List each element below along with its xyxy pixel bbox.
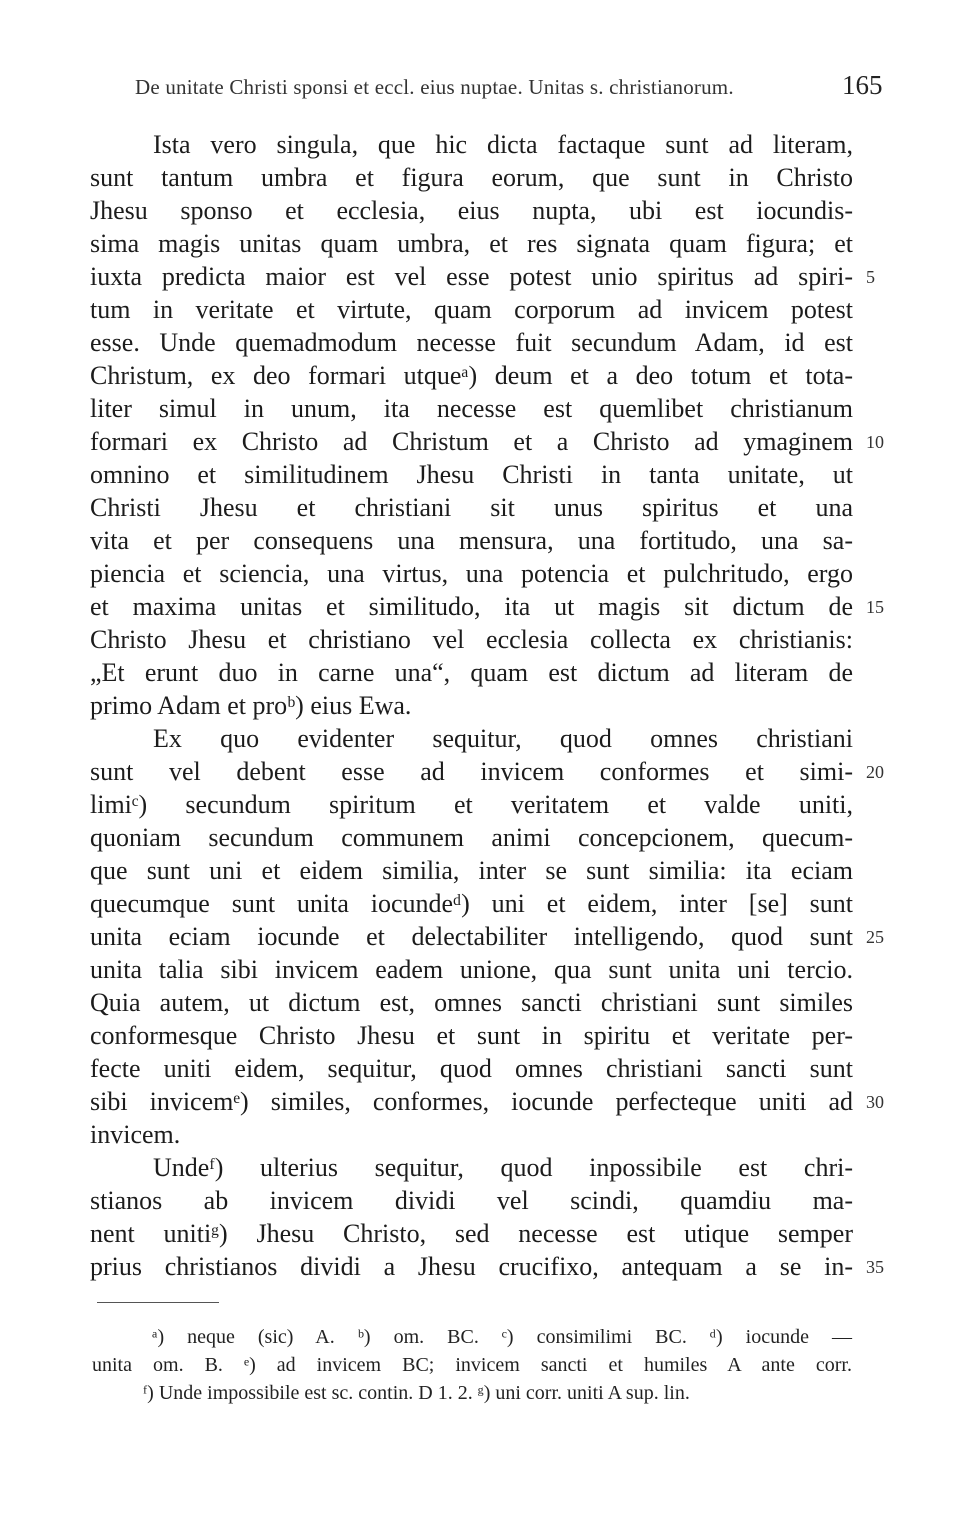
text-line: formari ex Christo ad Christum et a Christo ad ymaginem (90, 427, 853, 456)
text-line: unita eciam iocunde et delectabiliter intelligendo, quod sunt (90, 922, 853, 951)
line-number: 30 (866, 1092, 884, 1112)
line-number: 35 (866, 1257, 884, 1277)
text-line: omnino et similitudinem Jhesu Christi in tanta unitate, ut (90, 460, 853, 489)
text-line: vita et per consequens una mensura, una fortitudo, una sa- (90, 526, 853, 555)
text-line: primo Adam et proᵇ) eius Ewa. (90, 691, 412, 720)
text-line: sibi invicemᵉ) similes, conformes, iocunde perfecteque uniti ad (90, 1087, 853, 1116)
text-line: „Et erunt duo in carne una“, quam est dictum ad literam de (90, 658, 853, 687)
text-line: Christi Jhesu et christiani sit unus spiritus et una (90, 493, 853, 522)
text-line: Ista vero singula, que hic dicta factaque sunt ad literam, (153, 130, 853, 159)
line-number: 5 (866, 267, 875, 287)
text-line: sunt tantum umbra et figura eorum, que sunt in Christo (90, 163, 853, 192)
page-number: 165 (842, 70, 883, 100)
running-head: De unitate Christi sponsi et eccl. eius nuptae. Unitas s. christianorum. (135, 75, 734, 99)
text-line: quecumque sunt unita iocundeᵈ) uni et eidem, inter [se] sunt (90, 889, 853, 918)
text-line: liter simul in unum, ita necesse est quemlibet christianum (90, 394, 853, 423)
text-line: Christo Jhesu et christiano vel ecclesia collecta ex christianis: (90, 625, 853, 654)
text-line: piencia et sciencia, una virtus, una potencia et pulchritudo, ergo (90, 559, 853, 588)
text-line: Quia autem, ut dictum est, omnes sancti christiani sunt similes (90, 988, 853, 1017)
line-number: 15 (866, 597, 884, 617)
text-line: Undeᶠ) ulterius sequitur, quod inpossibile est chri- (153, 1153, 853, 1182)
text-line: invicem. (90, 1120, 181, 1149)
text-line: nent unitiᵍ) Jhesu Christo, sed necesse est utique semper (90, 1219, 853, 1248)
text-line: quoniam secundum communem animi concepcionem, quecum- (90, 823, 853, 852)
line-number: 20 (866, 762, 884, 782)
footnote-line: unita om. B. ᵉ) ad invicem BC; invicem sancti et humiles A ante corr. (92, 1354, 852, 1376)
text-line: iuxta predicta maior est vel esse potest unio spiritus ad spiri- (90, 262, 853, 291)
text-line: Ex quo evidenter sequitur, quod omnes christiani (153, 724, 853, 753)
text-line: Jhesu sponso et ecclesia, eius nupta, ubi est iocundis- (90, 196, 853, 225)
footnote-line: ᵃ) neque (sic) A. ᵇ) om. BC. ᶜ) consimilimi BC. ᵈ) iocunde — (152, 1326, 852, 1348)
text-line: conformesque Christo Jhesu et sunt in spiritu et veritate per- (90, 1021, 853, 1050)
text-line: sima magis unitas quam umbra, et res signata quam figura; et (90, 229, 853, 258)
text-line: stianos ab invicem dividi vel scindi, quamdiu ma- (90, 1186, 853, 1215)
text-line: limiᶜ) secundum spiritum et veritatem et valde uniti, (90, 790, 853, 819)
text-line: et maxima unitas et similitudo, ita ut magis sit dictum de (90, 592, 853, 621)
footnote-divider (97, 1302, 219, 1303)
footnote-line: ᶠ) Unde impossibile est sc. contin. D 1. 2. ᵍ) uni corr. uniti A sup. lin. (143, 1382, 690, 1404)
text-line: sunt vel debent esse ad invicem conformes et simi- (90, 757, 853, 786)
text-line: Christum, ex deo formari utqueᵃ) deum et a deo totum et tota- (90, 361, 853, 390)
text-line: unita talia sibi invicem eadem unione, qua sunt unita uni tercio. (90, 955, 853, 984)
line-number: 25 (866, 927, 884, 947)
text-line: esse. Unde quemadmodum necesse fuit secundum Adam, id est (90, 328, 853, 357)
text-line: fecte uniti eidem, sequitur, quod omnes christiani sancti sunt (90, 1054, 853, 1083)
text-line: que sunt uni et eidem similia, inter se sunt similia: ita eciam (90, 856, 853, 885)
line-number: 10 (866, 432, 884, 452)
text-line: prius christianos dividi a Jhesu crucifixo, antequam a se in- (90, 1252, 853, 1281)
text-line: tum in veritate et virtute, quam corporum ad invicem potest (90, 295, 853, 324)
